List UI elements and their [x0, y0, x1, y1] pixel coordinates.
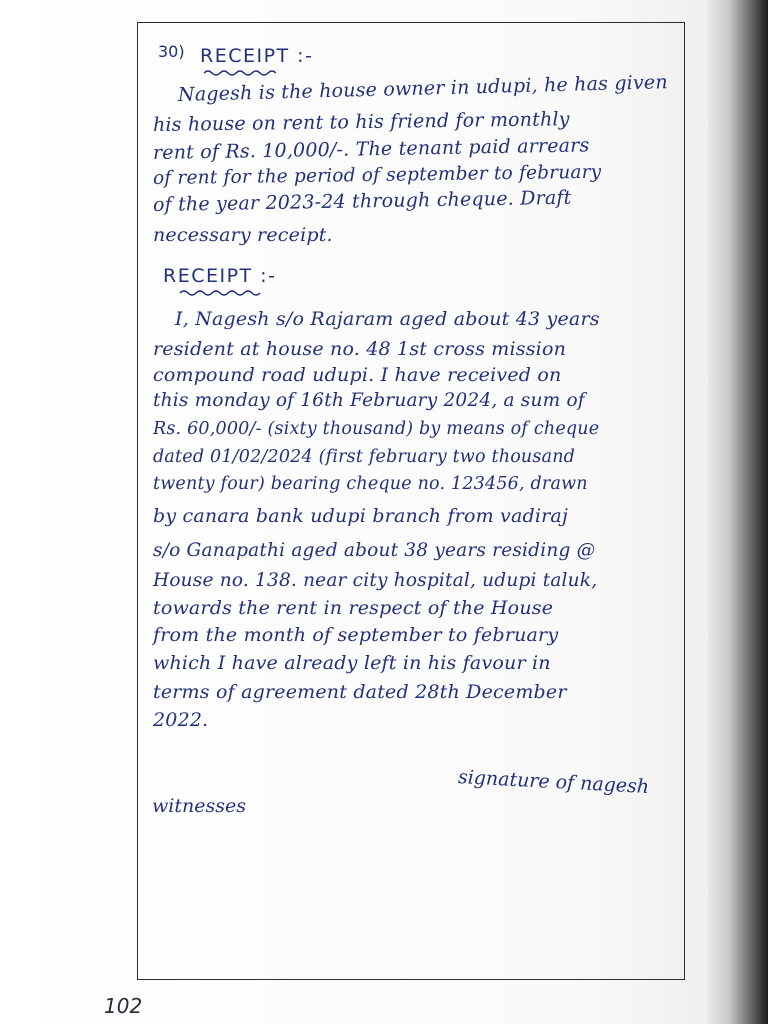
- page-binding-edge: [708, 0, 768, 1024]
- receipt-line: twenty four) bearing cheque no. 123456, drawn: [153, 474, 588, 494]
- receipt-line: dated 01/02/2024 (first february two thousand: [153, 447, 576, 467]
- receipt-line: resident at house no. 48 1st cross mission: [153, 338, 567, 360]
- question-line: Nagesh is the house owner in udupi, he has given: [177, 71, 669, 106]
- question-number: 30): [158, 42, 185, 61]
- question-line: of rent for the period of september to february: [152, 161, 602, 189]
- receipt-line: by canara bank udupi branch from vadiraj: [153, 505, 569, 527]
- receipt-heading: RECEIPT :-: [163, 265, 277, 287]
- signature-line: signature of nagesh: [457, 766, 650, 798]
- witnesses-label: witnesses: [152, 795, 246, 817]
- receipt-heading-underline: [178, 288, 268, 298]
- question-line: of the year 2023-24 through cheque. Draft: [152, 186, 572, 216]
- page-number: 102: [104, 994, 143, 1018]
- question-line: his house on rent to his friend for monthly: [152, 108, 570, 136]
- receipt-line: I, Nagesh s/o Rajaram aged about 43 years: [175, 308, 600, 330]
- question-title: RECEIPT :-: [200, 45, 314, 67]
- question-line: rent of Rs. 10,000/-. The tenant paid arrears: [152, 134, 590, 164]
- receipt-line: Rs. 60,000/- (sixty thousand) by means of cheque: [153, 419, 600, 439]
- receipt-line: terms of agreement dated 28th December: [153, 681, 567, 703]
- question-line: necessary receipt.: [153, 224, 333, 246]
- receipt-line: from the month of september to february: [153, 624, 559, 646]
- receipt-line: which I have already left in his favour in: [153, 652, 551, 674]
- receipt-line: compound road udupi. I have received on: [153, 364, 562, 386]
- receipt-line: towards the rent in respect of the House: [153, 597, 554, 619]
- question-title-underline: [202, 68, 282, 78]
- receipt-line: s/o Ganapathi aged about 38 years residing @: [153, 540, 596, 561]
- receipt-line: House no. 138. near city hospital, udupi taluk,: [153, 570, 598, 591]
- receipt-line: this monday of 16th February 2024, a sum of: [153, 390, 585, 411]
- receipt-line: 2022.: [153, 709, 209, 731]
